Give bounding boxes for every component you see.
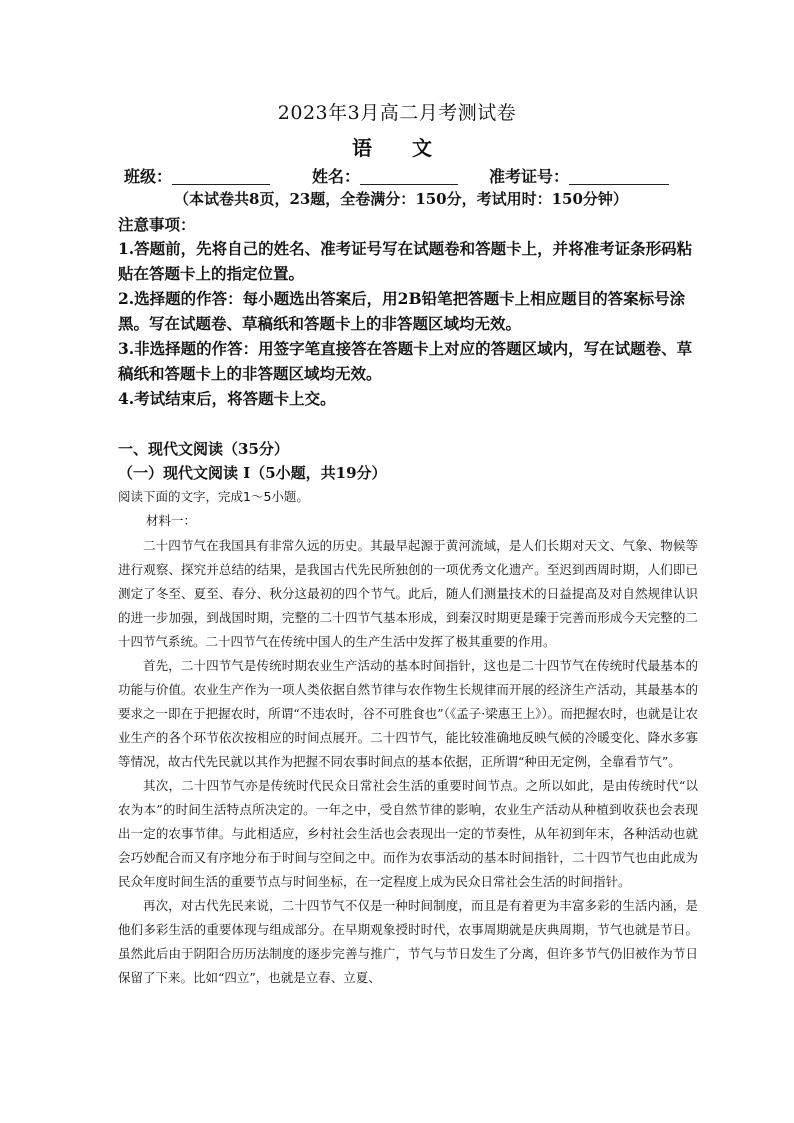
exam-title: 2023年3月高二月考测试卷 — [277, 102, 517, 124]
notice-item: 4.考试结束后，将答题卡上交。 — [118, 389, 336, 408]
part-title: 一、现代文阅读（35分） — [118, 440, 289, 458]
class-label: 班级： — [124, 167, 173, 186]
class-blank[interactable] — [172, 166, 270, 185]
reading-instruction: 阅读下面的文字，完成1～5小题。 — [118, 489, 309, 504]
ticket-blank[interactable] — [569, 166, 669, 185]
notice-heading: 注意事项： — [118, 215, 196, 234]
notice-item: 1.答题前，先将自己的姓名、准考证号写在试题卷和答题卡上，并将准考证条形码粘贴在答题卡上的指定位置。 — [118, 239, 693, 283]
reading-passage — [118, 534, 698, 990]
sub-section-title: （一）现代文阅读 I（5小题，共19分） — [118, 464, 387, 482]
exam-note: （本试卷共8页，23题，全卷满分：150分，考试用时：150分钟） — [174, 190, 628, 208]
passage-paragraph: 再次，对古代先民来说，二十四节气不仅是一种时间制度，而且是有着更为丰富多彩的生活内涵，是他们多彩生活的重要体现与组成部分。在早期观象授时时代，农事周期就是庆典周期，节气也就是节日。虽然此后由于阴阳合历历法制度的逐步完善与推广，节气与节日发生了分离，但许多节气仍旧被作为节日保留了下来。比如“四立”，也就是立春、立夏、 — [118, 898, 698, 985]
student-info-row — [124, 164, 684, 188]
name-label: 姓名： — [312, 167, 361, 186]
notice-list — [118, 236, 698, 411]
notice-item: 3.非选择题的作答：用签字笔直接答在答题卡上对应的答题区域内，写在试题卷、草稿纸和答题卡上的非答题区域均无效。 — [118, 339, 693, 383]
passage-paragraph: 首先，二十四节气是传统时期农业生产活动的基本时间指针，这也是二十四节气在传统时代最基本的功能与价值。农业生产作为一项人类依据自然节律与农作物生长规律而开展的经济生产活动，其最基本的要求之一即在于把握农时，所谓“不违农时，谷不可胜食也”（《孟子·梁惠王上》）。而把握农时，也就是让农业生产的各个环节依次按相应的时间点展开。二十四节气，能比较准确地反映气候的冷暖变化、降水多寡等情况，故古代先民就以其作为把握不同农事时间点的基本依据，正所谓“种田无定例，全靠看节气”。 — [118, 658, 698, 769]
class-field — [124, 164, 270, 187]
name-blank[interactable] — [360, 166, 458, 185]
name-field — [312, 164, 458, 187]
subject-title: 语 文 — [352, 136, 442, 160]
notice-item: 2.选择题的作答：每小题选出答案后，用2B铅笔把答题卡上相应题目的答案标号涂黑。写在试题卷、草稿纸和答题卡上的非答题区域均无效。 — [118, 289, 686, 333]
ticket-field — [489, 164, 669, 187]
passage-paragraph: 二十四节气在我国具有非常久远的历史。其最早起源于黄河流域，是人们长期对天文、气象、物候等进行观察、探究并总结的结果，是我国古代先民所独创的一项优秀文化遗产。至迟到西周时期，人们即已测定了冬至、夏至、春分、秋分这最初的四个节气。此后，随人们测量技术的日益提高及对自然规律认识的进一步加强，到战国时期，完整的二十四节气基本形成，到秦汉时期更是臻于完善而形成今天完整的二十四节气系统。二十四节气在传统中国人的生产生活中发挥了极其重要的作用。 — [118, 538, 698, 649]
material-label: 材料一： — [146, 513, 197, 528]
ticket-label: 准考证号： — [489, 167, 570, 186]
passage-paragraph: 其次，二十四节气亦是传统时代民众日常社会生活的重要时间节点。之所以如此，是由传统时代“以农为本”的时间生活特点所决定的。一年之中，受自然节律的影响，农业生产活动从种植到收获也会表现出一定的农事节律。与此相适应，乡村社会生活也会表现出一定的节奏性，从年初到年末，各种活动也就会巧妙配合而又有序地分布于时间与空间之中。而作为农事活动的基本时间指针，二十四节气也由此成为民众年度时间生活的重要节点与时间坐标，在一定程度上成为民众日常社会生活的时间指针。 — [118, 778, 698, 889]
